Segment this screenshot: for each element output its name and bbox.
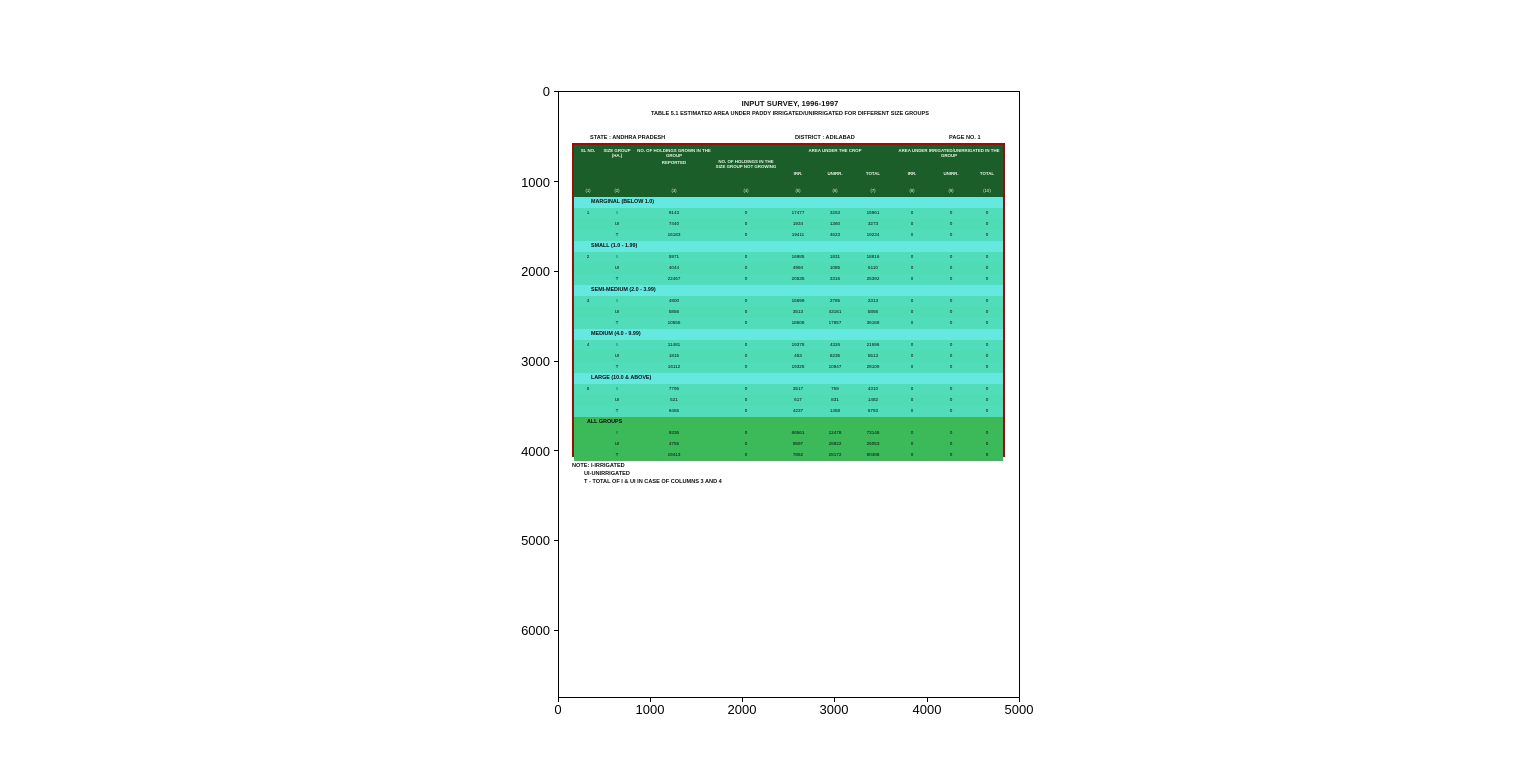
cell-c5: 19378	[791, 342, 805, 347]
table-row	[574, 428, 1003, 439]
cell-c5: 7862	[792, 452, 804, 457]
page-label: PAGE NO. 1	[949, 135, 981, 141]
y-tick-label: 1000	[521, 175, 550, 190]
cell-c3: 4755	[668, 441, 680, 446]
table-header	[574, 145, 1003, 197]
group-name: MEDIUM (4.0 - 9.99)	[591, 330, 641, 337]
cell-c9: 0	[949, 342, 953, 347]
cell-slno: 5	[586, 386, 590, 391]
group-name: SEMI-MEDIUM (2.0 - 3.99)	[591, 286, 656, 293]
cell-c4: 0	[744, 276, 748, 281]
cell-c6: 43161	[828, 309, 842, 314]
cell-c7: 3273	[867, 221, 879, 226]
y-tick-label: 4000	[521, 444, 550, 459]
note-line: UI-UNIRRIGATED	[584, 471, 630, 478]
cell-type: UI	[614, 309, 620, 314]
cell-c4: 0	[744, 441, 748, 446]
state-label: STATE : ANDHRA PRADESH	[590, 135, 666, 141]
cell-c5: 19325	[791, 364, 805, 369]
subheader-unirr-1: UNIRR.	[827, 171, 843, 176]
cell-c8: 0	[910, 408, 914, 413]
cell-c3: 9455	[668, 408, 680, 413]
x-tick-label: 1000	[635, 702, 665, 717]
table-row	[574, 362, 1003, 373]
cell-c10: 0	[985, 210, 989, 215]
cell-c6: 3263	[829, 210, 841, 215]
cell-c4: 0	[744, 320, 748, 325]
cell-type: UI	[614, 265, 620, 270]
x-tick-label: 4000	[912, 702, 942, 717]
cell-c9: 0	[949, 298, 953, 303]
scanned-document-image	[559, 92, 1021, 699]
table-row	[574, 318, 1003, 329]
table-row	[574, 230, 1003, 241]
cell-c10: 0	[985, 320, 989, 325]
cell-c6: 1360	[829, 221, 841, 226]
y-tick-label: 5000	[521, 533, 550, 548]
column-header-slno: SL NO.	[580, 148, 596, 153]
y-tick-label: 3000	[521, 354, 550, 369]
cell-c4: 0	[744, 232, 748, 237]
cell-c4: 0	[744, 221, 748, 226]
column-header-holdings-grown: NO. OF HOLDINGS GROWN IN THE GROUP	[637, 148, 711, 159]
all-groups-header	[574, 417, 1003, 428]
cell-type: I	[616, 342, 618, 347]
cell-c9: 0	[949, 320, 953, 325]
cell-c8: 0	[910, 397, 914, 402]
cell-c5: 16699	[791, 298, 805, 303]
cell-c10: 0	[985, 309, 989, 314]
cell-c9: 0	[949, 397, 953, 402]
cell-slno: 4	[586, 342, 590, 347]
cell-type: T	[615, 276, 619, 281]
cell-c3: 7440	[668, 221, 680, 226]
cell-c8: 0	[910, 430, 914, 435]
cell-c4: 0	[744, 210, 748, 215]
cell-c7: 6110	[868, 265, 878, 270]
cell-c5: 3517	[792, 386, 804, 391]
group-name: MARGINAL (BELOW 1.0)	[591, 198, 655, 205]
cell-c9: 0	[949, 232, 953, 237]
cell-c6: 12478	[828, 430, 842, 435]
document-header	[559, 92, 1021, 148]
cell-c6: 28172	[828, 452, 842, 457]
cell-type: T	[615, 364, 619, 369]
cell-c10: 0	[985, 276, 989, 281]
group-name: ALL GROUPS	[587, 418, 623, 425]
table-row	[574, 307, 1003, 318]
cell-c9: 0	[949, 254, 953, 259]
cell-c8: 0	[910, 210, 914, 215]
cell-c7: 28109	[866, 364, 880, 369]
cell-c6: 1831	[829, 254, 841, 259]
cell-c9: 0	[949, 364, 953, 369]
cell-c6: 2785	[829, 298, 841, 303]
cell-c7: 4310	[867, 386, 879, 391]
cell-c8: 0	[910, 298, 914, 303]
cell-c8: 0	[910, 232, 914, 237]
cell-c5: 17477	[791, 210, 805, 215]
cell-c5: 18608	[791, 320, 805, 325]
cell-type: T	[615, 408, 619, 413]
cell-c10: 0	[985, 441, 989, 446]
table-row	[574, 296, 1003, 307]
subheader-unirr-2: UNIRR.	[943, 171, 959, 176]
cell-c10: 0	[985, 430, 989, 435]
cell-c10: 0	[985, 397, 989, 402]
cell-c3: 22467	[667, 276, 681, 281]
table-row	[574, 219, 1003, 230]
cell-c5: 19411	[791, 232, 805, 237]
cell-c7: 90488	[866, 452, 880, 457]
subheader-irr-1: IRR.	[793, 171, 803, 176]
cell-c6: 6235	[829, 353, 841, 358]
cell-c8: 0	[910, 364, 914, 369]
column-number: (9)	[948, 188, 954, 193]
document-title: INPUT SURVEY, 1996-1997	[741, 99, 839, 108]
table-notes	[572, 462, 722, 486]
cell-type: I	[616, 430, 618, 435]
cell-type: UI	[614, 441, 620, 446]
cell-c5: 453	[794, 353, 802, 358]
cell-c4: 0	[744, 408, 748, 413]
cell-c7: 21696	[866, 342, 880, 347]
subheader-total-2: TOTAL	[979, 171, 995, 176]
cell-type: UI	[614, 221, 620, 226]
cell-c10: 0	[985, 265, 989, 270]
cell-c3: 5971	[668, 254, 680, 259]
column-header-area-irrigated: AREA UNDER IRRIGATED/UNIRRIGATED IN THE GROUP	[898, 148, 1000, 159]
table-row	[574, 439, 1003, 450]
cell-type: T	[615, 452, 619, 457]
plot-axes	[558, 91, 1020, 698]
y-tick-label: 2000	[521, 264, 550, 279]
column-number: (10)	[983, 188, 991, 193]
all-groups-section	[574, 417, 1003, 461]
cell-c3: 521	[670, 397, 678, 402]
cell-c8: 0	[910, 254, 914, 259]
cell-c6: 4623	[829, 232, 841, 237]
column-number: (1)	[585, 188, 591, 193]
cell-c8: 0	[910, 265, 914, 270]
table-row	[574, 406, 1003, 417]
cell-c5: 617	[794, 397, 802, 402]
group-header-row	[574, 241, 1003, 252]
cell-type: UI	[614, 397, 620, 402]
cell-c4: 0	[744, 397, 748, 402]
cell-c6: 17857	[828, 320, 842, 325]
subheader-reported: REPORTED	[661, 160, 687, 165]
cell-c8: 0	[910, 221, 914, 226]
group-header-row	[574, 373, 1003, 384]
cell-c7: 2313	[867, 298, 879, 303]
cell-c10: 0	[985, 452, 989, 457]
cell-type: UI	[614, 353, 620, 358]
y-tick-label: 6000	[521, 623, 550, 638]
cell-c10: 0	[985, 298, 989, 303]
cell-c3: 5856	[668, 309, 680, 314]
cell-c5: 66561	[791, 430, 805, 435]
group-header-row	[574, 285, 1003, 296]
cell-c10: 0	[985, 386, 989, 391]
cell-c6: 3316	[829, 276, 841, 281]
cell-c3: 9336	[668, 430, 680, 435]
cell-c4: 0	[744, 342, 748, 347]
cell-c7: 5856	[867, 309, 879, 314]
table-row	[574, 395, 1003, 406]
table-row	[574, 274, 1003, 285]
cell-c4: 0	[744, 386, 748, 391]
cell-c6: 831	[831, 397, 839, 402]
cell-c8: 0	[910, 386, 914, 391]
table-row	[574, 384, 1003, 395]
cell-c8: 0	[910, 441, 914, 446]
cell-c10: 0	[985, 408, 989, 413]
cell-c7: 36168	[866, 320, 880, 325]
note-line: T - TOTAL OF I & UI IN CASE OF COLUMNS 3 AND 4	[584, 479, 722, 486]
cell-type: I	[616, 210, 618, 215]
table-row	[574, 252, 1003, 263]
cell-c9: 0	[949, 309, 953, 314]
cell-c9: 0	[949, 441, 953, 446]
column-header-sizegroup: SIZE GROUP (HA.)	[603, 148, 631, 159]
cell-slno: 2	[586, 254, 590, 259]
cell-c9: 0	[949, 386, 953, 391]
cell-c3: 1815	[668, 353, 680, 358]
table-row	[574, 340, 1003, 351]
cell-type: T	[615, 232, 619, 237]
cell-c5: 4237	[792, 408, 804, 413]
cell-c7: 18816	[866, 254, 880, 259]
cell-c8: 0	[910, 342, 914, 347]
cell-c6: 759	[831, 386, 839, 391]
cell-c3: 7795	[668, 386, 680, 391]
table-row	[574, 450, 1003, 461]
data-table	[572, 143, 1005, 457]
column-number: (2)	[614, 188, 620, 193]
subheader-total-1: TOTAL	[865, 171, 881, 176]
cell-c4: 0	[744, 254, 748, 259]
cell-c3: 11481	[667, 342, 681, 347]
x-tick-label: 3000	[819, 702, 849, 717]
x-tick-label: 5000	[1004, 702, 1034, 717]
table-row	[574, 351, 1003, 362]
group-header-row	[574, 197, 1003, 208]
cell-c10: 0	[985, 221, 989, 226]
cell-c5: 9597	[792, 441, 804, 446]
cell-c8: 0	[910, 452, 914, 457]
cell-c10: 0	[985, 364, 989, 369]
cell-c5: 3513	[792, 309, 804, 314]
table-body	[574, 197, 1003, 455]
note-line: NOTE: I-IRRIGATED	[572, 463, 625, 469]
cell-c7: 25392	[866, 276, 880, 281]
table-row	[574, 208, 1003, 219]
cell-c7: 5513	[867, 353, 879, 358]
column-number-row	[574, 188, 1003, 197]
cell-c3: 4800	[668, 298, 680, 303]
cell-c6: 1458	[829, 408, 841, 413]
cell-c10: 0	[985, 254, 989, 259]
column-header-holdings-notgrowing: NO. OF HOLDINGS IN THE SIZE GROUP NOT GROWING	[715, 159, 777, 170]
column-number: (6)	[832, 188, 838, 193]
column-number: (7)	[870, 188, 876, 193]
cell-c4: 0	[744, 430, 748, 435]
cell-c3: 9143	[668, 210, 680, 215]
cell-c8: 0	[910, 320, 914, 325]
cell-c9: 0	[949, 452, 953, 457]
cell-c9: 0	[949, 210, 953, 215]
cell-c8: 0	[910, 276, 914, 281]
document-subtitle: TABLE 5.1 ESTIMATED AREA UNDER PADDY IRRIGATED/UNIRRIGATED FOR DIFFERENT SIZE GROUPS	[650, 111, 930, 117]
group-name: LARGE (10.0 & ABOVE)	[591, 374, 652, 381]
cell-c10: 0	[985, 353, 989, 358]
cell-c6: 10947	[828, 364, 842, 369]
cell-c7: 26053	[866, 441, 880, 446]
cell-c4: 0	[744, 452, 748, 457]
x-tick-label: 0	[554, 702, 562, 717]
column-header-area-crop: AREA UNDER THE CROP	[808, 148, 862, 153]
cell-type: I	[616, 298, 618, 303]
table-row	[574, 263, 1003, 274]
cell-c4: 0	[744, 309, 748, 314]
cell-c4: 0	[744, 298, 748, 303]
cell-c5: 20535	[791, 276, 805, 281]
cell-c7: 19234	[866, 232, 880, 237]
column-number: (4)	[743, 188, 749, 193]
x-tick-label: 2000	[727, 702, 757, 717]
cell-c7: 73148	[866, 430, 880, 435]
group-header-row	[574, 329, 1003, 340]
cell-c9: 0	[949, 221, 953, 226]
cell-c5: 4994	[792, 265, 804, 270]
column-number: (5)	[795, 188, 801, 193]
cell-c6: 4326	[829, 342, 841, 347]
cell-c9: 0	[949, 353, 953, 358]
cell-type: T	[615, 320, 619, 325]
column-number: (3)	[671, 188, 677, 193]
district-label: DISTRICT : ADILABAD	[795, 135, 855, 141]
cell-c10: 0	[985, 342, 989, 347]
cell-c3: 16112	[667, 364, 681, 369]
cell-slno: 1	[586, 210, 590, 215]
cell-slno: 3	[586, 298, 590, 303]
cell-type: I	[616, 254, 618, 259]
cell-c7: 1482	[867, 397, 879, 402]
column-number: (8)	[909, 188, 915, 193]
cell-c6: 1085	[829, 265, 841, 270]
cell-c4: 0	[744, 265, 748, 270]
cell-c5: 1934	[792, 221, 804, 226]
cell-c9: 0	[949, 265, 953, 270]
cell-c3: 10555	[667, 320, 681, 325]
group-name: SMALL (1.0 - 1.99)	[591, 242, 638, 249]
cell-type: I	[616, 386, 618, 391]
cell-c8: 0	[910, 353, 914, 358]
subheader-irr-2: IRR.	[907, 171, 917, 176]
cell-c3: 16183	[667, 232, 681, 237]
cell-c6: 25822	[828, 441, 842, 446]
cell-c4: 0	[744, 364, 748, 369]
cell-c9: 0	[949, 276, 953, 281]
cell-c5: 16985	[791, 254, 805, 259]
y-tick-label: 0	[542, 84, 550, 99]
cell-c9: 0	[949, 430, 953, 435]
cell-c9: 0	[949, 408, 953, 413]
cell-c8: 0	[910, 309, 914, 314]
cell-c4: 0	[744, 353, 748, 358]
cell-c7: 5793	[867, 408, 879, 413]
cell-c10: 0	[985, 232, 989, 237]
cell-c7: 15961	[866, 210, 880, 215]
cell-c3: 4044	[668, 265, 680, 270]
cell-c3: 19413	[667, 452, 681, 457]
